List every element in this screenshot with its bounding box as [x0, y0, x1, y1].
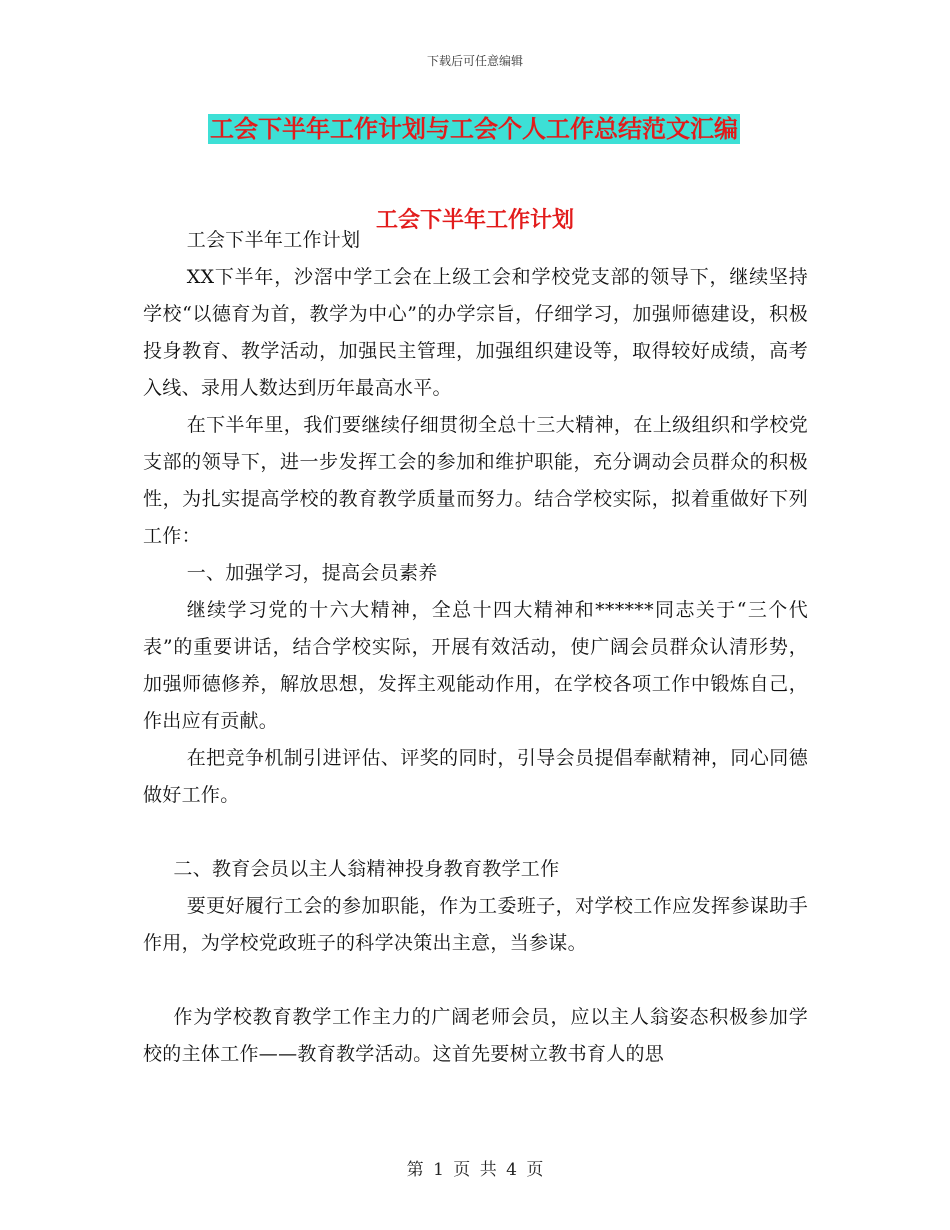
paragraph-teachers: 作为学校教育教学工作主力的广阔老师会员，应以主人翁姿态积极参加学校的主体工作——教育教学活动。这首先要树立教书育人的思: [143, 1006, 808, 1065]
paragraph-intro: XX下半年，沙滘中学工会在上级工会和学校党支部的领导下，继续坚持学校“以德育为首，教学为中心”的办学宗旨，仔细学习，加强师德建设，积极投身教育、教学活动，加强民主管理，加强组织建设等，取得较好成绩，高考入线、录用人数达到历年最高水平。: [143, 266, 808, 399]
paragraph-competition: 在把竞争机制引进评估、评奖的同时，引导会员提倡奉献精神，同心同德做好工作。: [143, 747, 808, 806]
section-title: 工会下半年工作计划: [375, 208, 574, 233]
header-note: 下载后可任意编辑: [426, 54, 523, 68]
paragraph-gap: [143, 962, 808, 999]
paragraph-gap: [143, 814, 808, 851]
paragraph-subtitle: 工会下半年工作计划: [186, 229, 361, 251]
paragraph-participation: 要更好履行工会的参加职能，作为工委班子，对学校工作应发挥参谋助手作用，为学校党政班子的科学决策出主意，当参谋。: [143, 895, 808, 954]
heading-education: 二、教育会员以主人翁精神投身教育教学工作: [173, 858, 560, 880]
document-main-title: 工会下半年工作计划与工会个人工作总结范文汇编: [210, 115, 738, 143]
document-body: [143, 222, 808, 1073]
paragraph-second-half: 在下半年里，我们要继续仔细贯彻全总十三大精神，在上级组织和学校党支部的领导下，进一步发挥工会的参加和维护职能，充分调动会员群众的积极性，为扎实提高学校的教育教学质量而努力。结合学校实际，拟着重做好下列工作：: [143, 414, 808, 547]
paragraph-study: 继续学习党的十六大精神，全总十四大精神和******同志关于“三个代表”的重要讲话，结合学校实际，开展有效活动，使广阔会员群众认清形势，加强师德修养，解放思想，发挥主观能动作用，在学校各项工作中锻炼自己，作出应有贡献。: [143, 599, 808, 732]
heading-study: 一、加强学习，提高会员素养: [186, 562, 438, 584]
page-footer: 第 1 页 共 4 页: [406, 1160, 544, 1180]
